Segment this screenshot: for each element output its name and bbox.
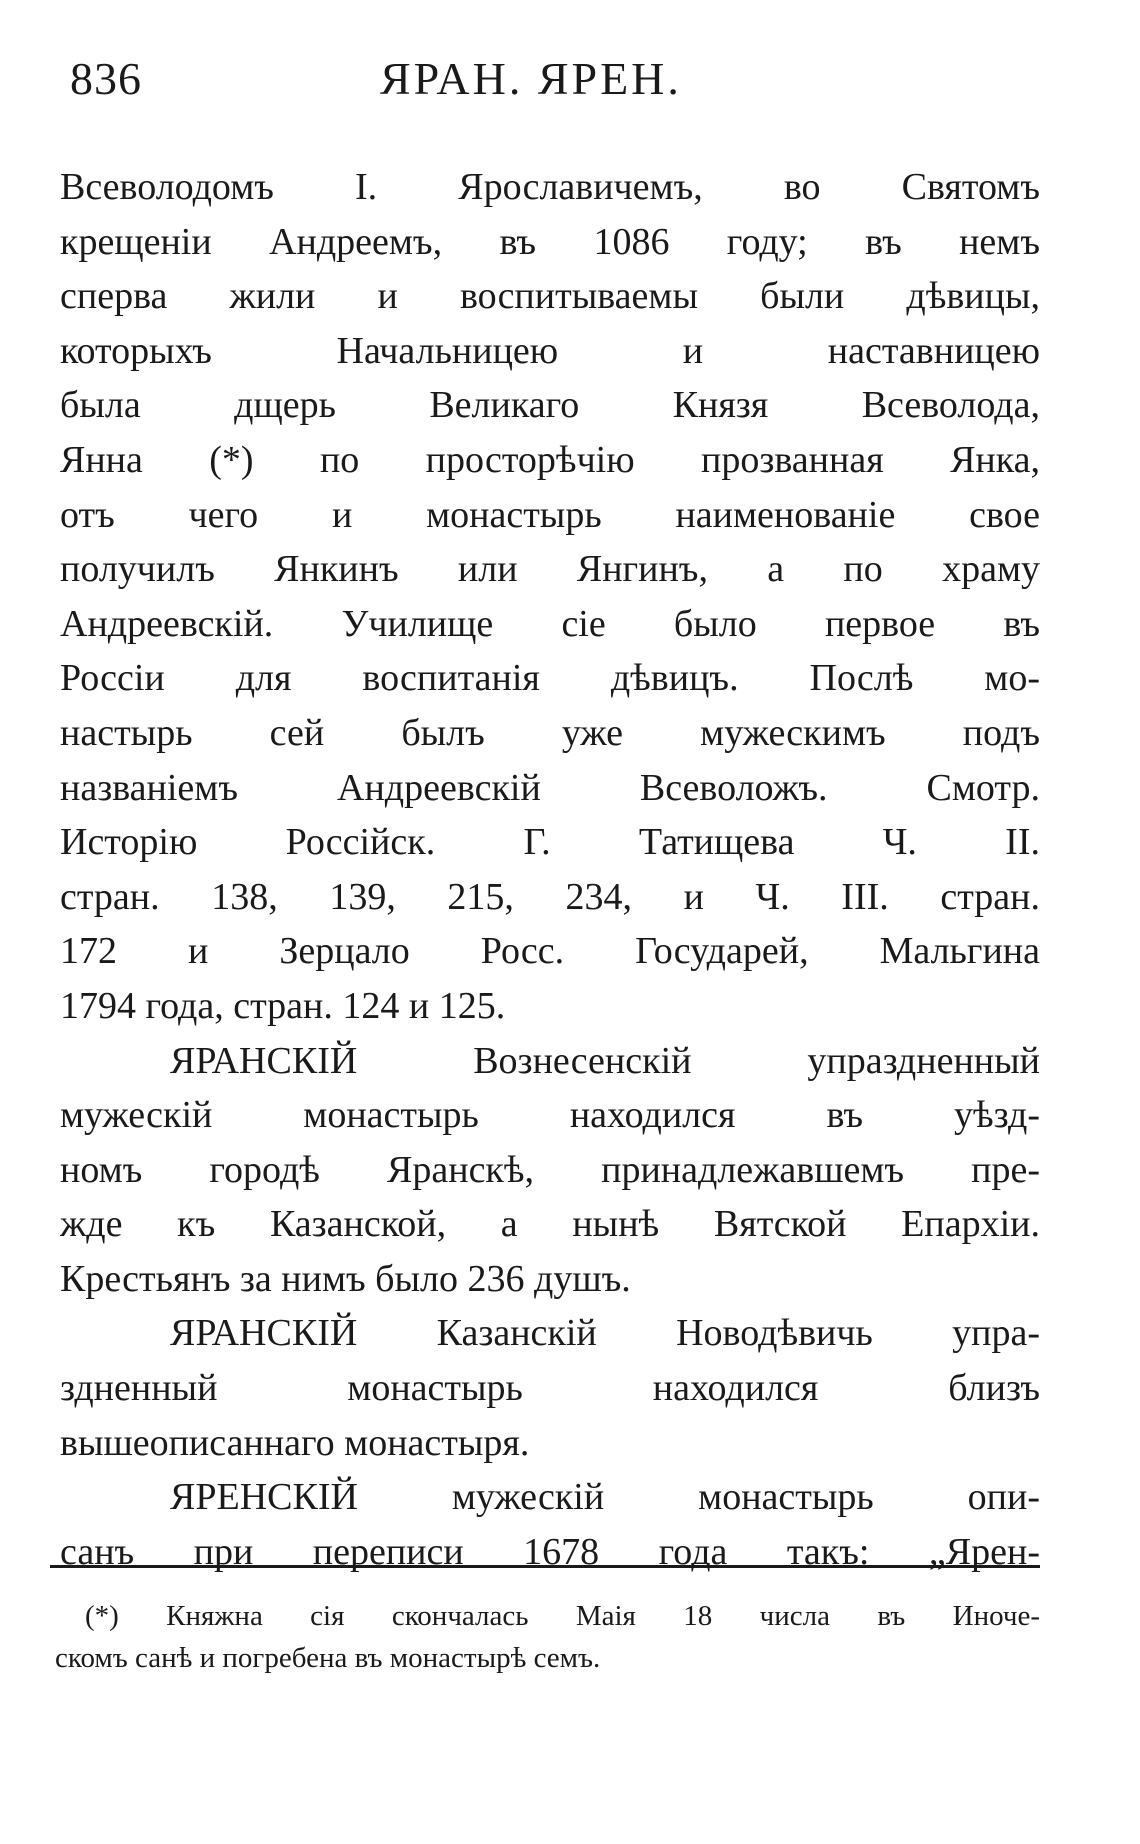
text-line: Янна (*) по просторѣчiю прозванная Янка, xyxy=(60,438,1040,481)
text-line: была дщерь Великаго Князя Всеволода, xyxy=(60,384,1040,427)
text-line: 1794 года, стран. 124 и 125. xyxy=(60,984,506,1027)
text-line: ЯРАНСКIЙ Вознесенскiй упраздненный xyxy=(170,1039,1040,1082)
footnote-line: скомъ санѣ и погребена въ монастырѣ семъ. xyxy=(55,1642,601,1674)
text-line: Андреевскiй. Училище сiе было первое въ xyxy=(60,602,1040,645)
text-line: мужескiй монастырь находился въ уѣзд- xyxy=(60,1094,1040,1137)
page-header xyxy=(70,52,1060,122)
text-line: Всеволодомъ I. Ярославичемъ, во Святомъ xyxy=(60,166,1040,208)
text-line: жде къ Казанской, а нынѣ Вятской Епархiи. xyxy=(60,1203,1040,1246)
text-line: Исторiю Россiйск. Г. Татищева Ч. II. xyxy=(60,821,1040,864)
text-line: ЯРАНСКIЙ Казанскiй Новодѣвичь упра- xyxy=(170,1312,1040,1355)
text-line: отъ чего и монастырь наименованiе свое xyxy=(60,493,1040,536)
footnote-divider xyxy=(50,1565,1040,1568)
text-line: стран. 138, 139, 215, 234, и Ч. III. стран. xyxy=(60,875,1040,918)
body-text xyxy=(60,160,1040,1579)
footnote xyxy=(55,1595,1040,1679)
text-line: Россiи для воспитанiя дѣвицъ. Послѣ мо- xyxy=(60,657,1040,700)
text-line: ЯРЕНСКIЙ мужескiй монастырь опи- xyxy=(170,1476,1040,1519)
running-title: ЯРАН. ЯРЕН. xyxy=(380,53,682,104)
text-line: крещенiи Андреемъ, въ 1086 году; въ немъ xyxy=(60,220,1040,263)
text-line: настырь сей былъ уже мужескимъ подъ xyxy=(60,711,1040,754)
text-line: получилъ Янкинъ или Янгинъ, а по храму xyxy=(60,548,1040,591)
text-line: здненный монастырь находился близъ xyxy=(60,1367,1040,1410)
text-line: Крестьянъ за нимъ было 236 душъ. xyxy=(60,1257,631,1300)
page-number: 836 xyxy=(70,53,142,104)
text-line: санъ при переписи 1678 года такъ: „Ярен- xyxy=(60,1530,1040,1573)
text-line: названiемъ Андреевскiй Всеволожъ. Смотр. xyxy=(60,766,1040,809)
text-line: 172 и Зерцало Росс. Государей, Мальгина xyxy=(60,930,1040,973)
footnote-line: (*) Княжна сiя скончалась Маiя 18 числа въ Иноче- xyxy=(85,1600,1040,1632)
text-line: сперва жили и воспитываемы были дѣвицы, xyxy=(60,275,1040,318)
text-line: вышеописаннаго монастыря. xyxy=(60,1421,530,1464)
text-line: номъ городѣ Яранскѣ, принадлежавшемъ пре- xyxy=(60,1148,1040,1191)
text-line: которыхъ Начальницею и наставницею xyxy=(60,329,1040,372)
